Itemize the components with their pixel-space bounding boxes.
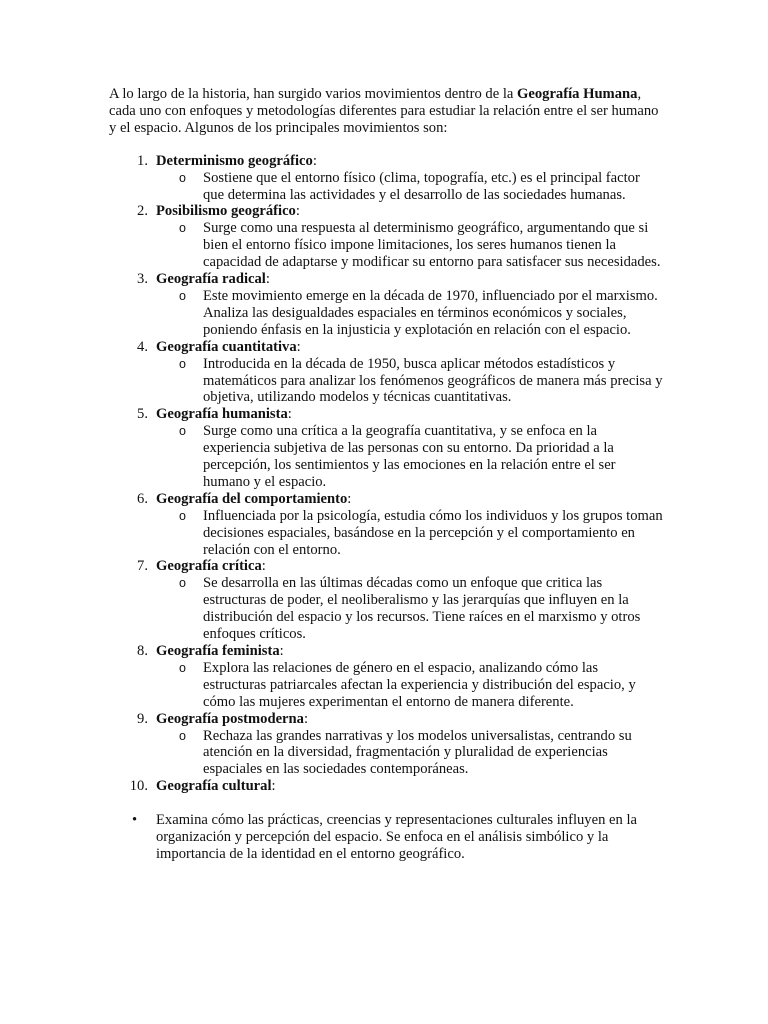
sub-bullet-marker: o — [179, 288, 186, 303]
title-colon: : — [347, 490, 352, 507]
list-item — [137, 406, 663, 491]
list-item — [137, 152, 663, 204]
sub-list-item — [179, 659, 663, 711]
intro-paragraph — [109, 86, 663, 137]
sub-list-item — [179, 169, 663, 204]
bullet-marker: • — [132, 812, 138, 829]
list-item-title: Geografía postmoderna — [156, 710, 304, 727]
list-item-description: Explora las relaciones de género en el espacio, analizando cómo las estructuras patriarcales afectan la experiencia y distribución del espacio, y cómo las mujeres experimentan el entorno de manera diferente. — [203, 659, 636, 710]
list-item-description: Introducida en la década de 1950, busca aplicar métodos estadísticos y matemáticos para analizar los fenómenos geográficos de manera más precisa y objetiva, utilizando modelos y técnicas cuantitativas. — [203, 355, 663, 406]
document-page — [109, 86, 663, 863]
bullet-item — [132, 812, 663, 863]
title-colon: : — [312, 152, 317, 169]
sub-list — [156, 220, 663, 271]
list-item-title: Geografía cuantitativa — [156, 338, 297, 355]
sub-bullet-marker: o — [179, 356, 186, 371]
sub-list — [156, 508, 663, 559]
sub-list — [156, 356, 663, 407]
title-colon: : — [271, 778, 276, 795]
sub-list-item — [179, 727, 663, 779]
list-item-description: Sostiene que el entorno físico (clima, topografía, etc.) es el principal factor que determina las actividades y el desarrollo de las sociedades humanas. — [203, 169, 640, 203]
list-item-number: 10. — [129, 778, 148, 795]
sub-list — [156, 660, 663, 711]
sub-list — [156, 728, 663, 779]
list-item-number: 5. — [137, 406, 148, 423]
sub-bullet-marker: o — [179, 170, 186, 185]
list-item-description: Se desarrolla en las últimas décadas como un enfoque que critica las estructuras de poder, el neoliberalismo y las jerarquías que influyen en la distribución del espacio y los recursos. Tiene raíces en el marxismo y otros enfoques críticos. — [203, 575, 641, 643]
list-item — [137, 490, 663, 559]
list-item-description: Surge como una respuesta al determinismo geográfico, argumentando que si bien el entorno físico impone limitaciones, los seres humanos tienen la capacidad de adaptarse y modificar su entorno para satisfacer sus necesidades. — [203, 220, 661, 271]
list-item-number: 7. — [137, 558, 148, 575]
list-item-number: 9. — [137, 710, 148, 727]
list-item-title: Determinismo geográfico — [156, 152, 313, 169]
list-item — [137, 710, 663, 779]
sub-list-item — [179, 507, 663, 559]
title-colon: : — [265, 271, 270, 288]
sub-list — [156, 423, 663, 491]
list-item-number: 4. — [137, 338, 148, 355]
sub-bullet-marker: o — [179, 508, 186, 523]
sub-list-item — [179, 423, 663, 491]
sub-bullet-marker: o — [179, 221, 186, 236]
intro-text-after: , cada uno con enfoques y metodologías diferentes para estudiar la relación entre el ser humano y el espacio. Algunos de los principales movimientos son: — [109, 86, 659, 136]
list-item — [137, 203, 663, 271]
sub-list — [156, 288, 663, 339]
sub-list — [156, 170, 663, 204]
sub-list-item — [179, 220, 663, 271]
list-item-title: Geografía feminista — [156, 643, 280, 659]
list-item — [137, 558, 663, 643]
list-item-title: Geografía humanista — [156, 406, 288, 423]
list-item-description: Surge como una crítica a la geografía cuantitativa, y se enfoca en la experiencia subjetiva de las personas con su entorno. Da prioridad a la percepción, los sentimientos y las emociones en la relación entre el ser humano y el espacio. — [203, 423, 616, 490]
title-colon: : — [295, 203, 300, 220]
list-item-number: 3. — [137, 271, 148, 288]
title-colon: : — [303, 710, 309, 727]
title-colon: : — [279, 643, 284, 659]
list-item-number: 6. — [137, 490, 148, 507]
title-colon: : — [296, 338, 301, 355]
sub-bullet-marker: o — [179, 660, 186, 675]
list-item-title: Geografía radical — [156, 271, 266, 288]
sub-list — [156, 575, 663, 643]
list-item-number: 2. — [137, 203, 148, 220]
title-colon: : — [261, 558, 266, 575]
sub-list-item — [179, 355, 663, 407]
intro-bold-term: Geografía Humana — [517, 86, 638, 102]
bullet-text: Examina cómo las prácticas, creencias y representaciones culturales influyen en la organización y percepción del espacio. Se enfoca en el análisis simbólico y la importancia de la identidad en el entorno geográfico. — [156, 812, 637, 862]
list-item-title: Geografía crítica — [156, 558, 262, 575]
intro-text-before: A lo largo de la historia, han surgido varios movimientos dentro de la — [109, 86, 518, 102]
list-item-title: Geografía del comportamiento — [156, 490, 348, 507]
list-item-description: Este movimiento emerge en la década de 1970, influenciado por el marxismo. Analiza las desigualdades espaciales en términos económicos y sociales, poniendo énfasis en la injusticia y explotación en relación con el espacio. — [203, 287, 658, 338]
list-item — [137, 271, 663, 339]
sub-list-item — [179, 575, 663, 643]
list-item — [137, 643, 663, 711]
list-item-title: Geografía cultural — [156, 778, 272, 795]
sub-bullet-marker: o — [179, 576, 186, 591]
list-item — [129, 778, 663, 795]
list-item — [137, 338, 663, 407]
cultural-bullet-list — [109, 812, 663, 863]
title-colon: : — [287, 406, 292, 423]
list-item-number: 1. — [137, 152, 148, 169]
sub-bullet-marker: o — [179, 728, 186, 743]
list-item-description: Influenciada por la psicología, estudia cómo los individuos y los grupos toman decisiones espaciales, basándose en la percepción y el comportamiento en relación con el entorno. — [203, 507, 663, 558]
list-item-number: 8. — [137, 643, 148, 659]
movements-list — [109, 153, 663, 795]
list-item-description: Rechaza las grandes narrativas y los modelos universalistas, centrando su atención en la diversidad, fragmentación y pluralidad de experiencias espaciales en las sociedades contemporáneas. — [203, 727, 632, 778]
list-item-title: Posibilismo geográfico — [156, 203, 296, 220]
sub-bullet-marker: o — [179, 424, 186, 439]
sub-list-item — [179, 287, 663, 339]
